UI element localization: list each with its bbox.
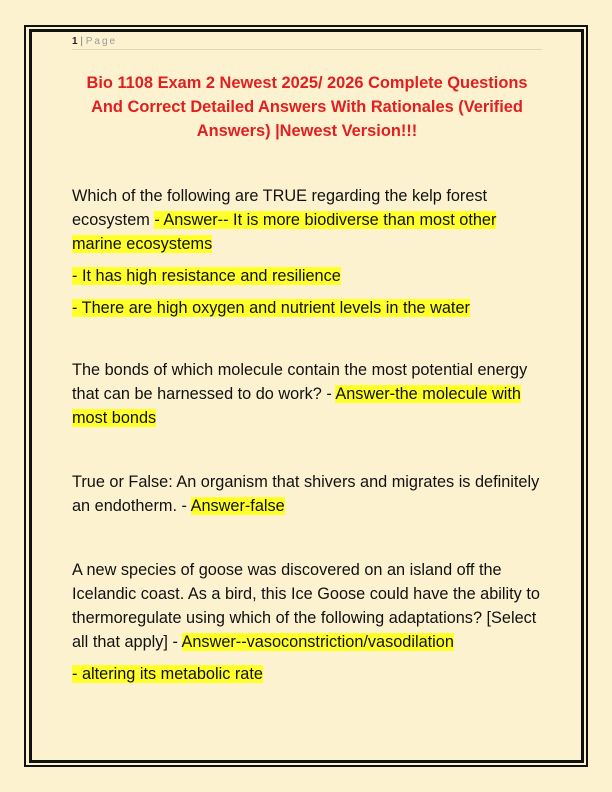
question-text: A new species of goose was discovered on an island off the Icelandic coast. As a bird, this Ice Goose could have the ability to thermoregulate using which of the following adaptations? [Select all that apply] - — [72, 561, 540, 651]
answer-text: - It has high resistance and resilience — [72, 267, 341, 285]
question-block — [72, 558, 542, 654]
answer-text: - altering its metabolic rate — [72, 665, 263, 683]
answer-text: Answer-the molecule with most bonds — [72, 385, 521, 427]
page-word: Page — [85, 36, 118, 47]
question-block — [72, 358, 542, 430]
answer-text: Answer--vasoconstriction/vasodilation — [181, 633, 454, 651]
document-title: Bio 1108 Exam 2 Newest 2025/ 2026 Complete Questions And Correct Detailed Answers With Rationales (Verified Answers) |Newest Version!!! — [86, 74, 528, 140]
answer-line — [72, 264, 542, 288]
question-block — [72, 470, 542, 518]
page-header — [72, 36, 542, 50]
answer-line — [72, 662, 542, 686]
page-number: 1 — [72, 36, 78, 47]
qa-content — [72, 184, 542, 686]
page-separator: | — [80, 36, 83, 47]
answer-text: Answer-false — [190, 497, 285, 515]
question-block — [72, 184, 542, 256]
question-text: The bonds of which molecule contain the most potential energy that can be harnessed to do work? - — [72, 361, 528, 403]
question-text: Which of the following are TRUE regarding the kelp forest ecosystem — [72, 187, 488, 229]
answer-text: - Answer-- It is more biodiverse than most other marine ecosystems — [72, 211, 497, 253]
answer-line — [72, 296, 542, 320]
question-text: True or False: An organism that shivers and migrates is definitely an endotherm. - — [72, 473, 540, 515]
answer-text: - There are high oxygen and nutrient levels in the water — [72, 299, 470, 317]
